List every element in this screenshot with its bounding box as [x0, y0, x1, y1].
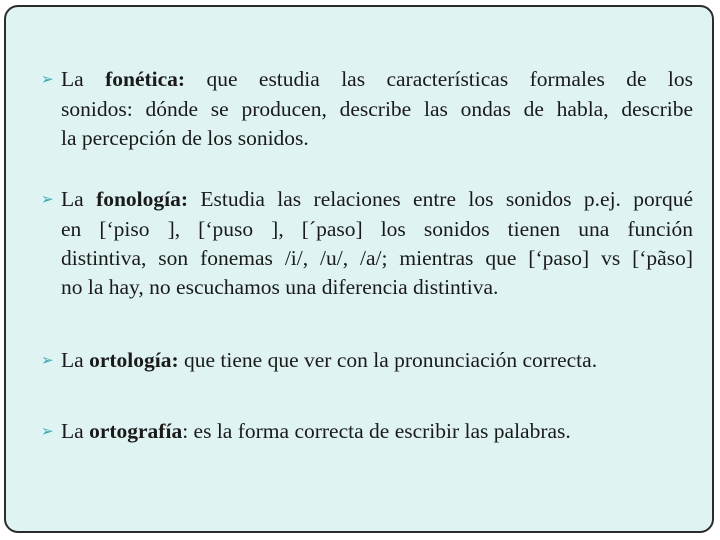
item-term: ortología: [89, 348, 179, 372]
item-term: fonética: [105, 67, 186, 91]
item-text: : es la forma correcta de escribir las palabras. [182, 419, 571, 443]
item-line: en [‘piso ], [‘puso ], [´paso] los sonidos tienen una función [61, 217, 693, 241]
item-text: que tiene que ver con la pronunciación correcta. [184, 348, 598, 372]
arrow-bullet-icon: ➢ [41, 72, 54, 88]
item-prefix: La [61, 348, 84, 372]
arrow-bullet-icon: ➢ [41, 424, 54, 440]
item-line [41, 346, 693, 376]
arrow-bullet-icon: ➢ [41, 353, 54, 369]
bullet-item-ortografia [41, 417, 693, 447]
arrow-bullet-icon: ➢ [41, 192, 54, 208]
item-line [41, 417, 693, 447]
bullet-item-fonologia [41, 185, 693, 302]
item-text: Estudia las relaciones entre los sonidos p.ej. porqué [200, 187, 693, 211]
bullet-item-ortologia [41, 346, 693, 376]
item-prefix: La [61, 187, 84, 211]
item-line: la percepción de los sonidos. [61, 126, 309, 150]
item-prefix: La [61, 67, 84, 91]
item-text: que estudia las características formales de los [206, 67, 693, 91]
item-term: ortografía [89, 419, 183, 443]
item-line [41, 185, 693, 215]
bullet-item-fonetica [41, 65, 693, 153]
item-line: no la hay, no escuchamos una diferencia distintiva. [61, 275, 499, 299]
item-term: fonología: [96, 187, 189, 211]
item-line: sonidos: dónde se producen, describe las ondas de habla, describe [61, 97, 693, 121]
slide-panel [4, 5, 714, 533]
item-prefix: La [61, 419, 84, 443]
item-line [41, 65, 693, 95]
item-line: distintiva, son fonemas /i/, /u/, /a/; mientras que [‘paso] vs [‘pãso] [61, 246, 693, 270]
